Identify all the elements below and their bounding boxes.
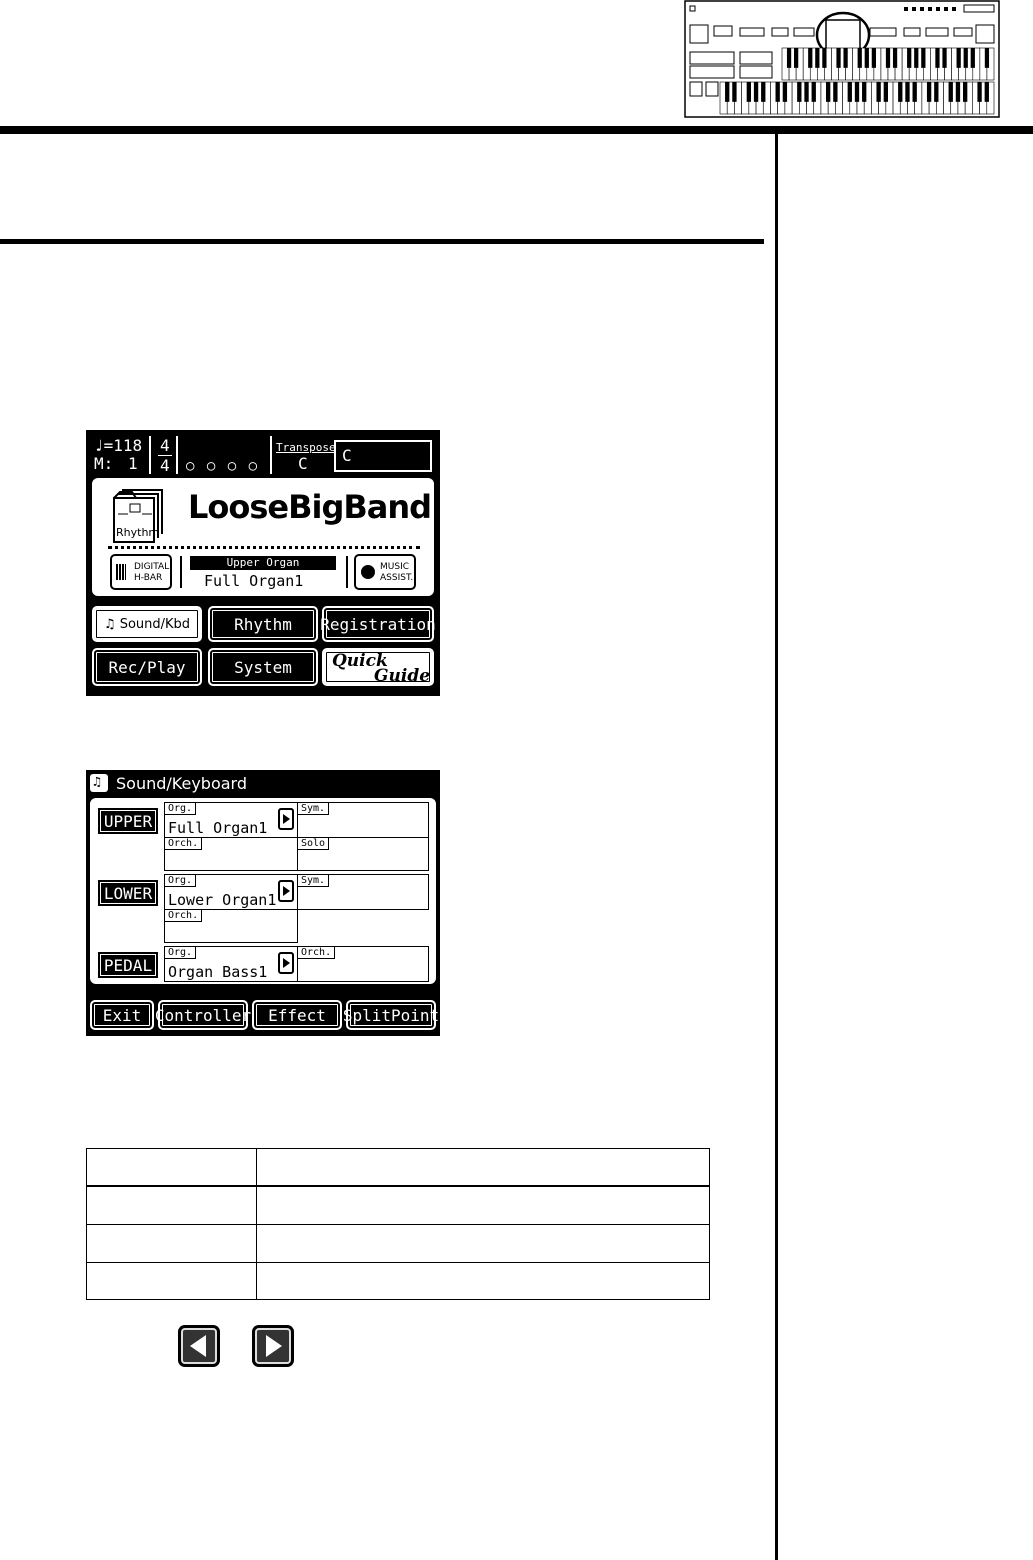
registration-button[interactable]: Registration xyxy=(322,606,434,642)
splitpoint-button[interactable]: SplitPoint xyxy=(346,1000,436,1030)
pedal-org-tag: Org. xyxy=(165,947,196,959)
rec-play-button[interactable]: Rec/Play xyxy=(92,648,202,686)
lower-sym-slot[interactable] xyxy=(297,874,429,910)
rhythm-folder-icon[interactable] xyxy=(108,488,174,540)
tempo-display: ♩=118 xyxy=(94,436,143,455)
quick-guide-line2: Guide xyxy=(374,666,431,686)
table-cell xyxy=(257,1187,709,1224)
table-header-cell xyxy=(87,1149,257,1185)
pedal-org-name: Organ Bass1 xyxy=(168,963,268,981)
upper-sym-slot[interactable] xyxy=(297,802,429,838)
exit-button[interactable]: Exit xyxy=(90,1000,154,1030)
pedal-org-arrow-icon[interactable] xyxy=(278,952,294,974)
transpose-label: Transpose xyxy=(276,441,336,454)
upper-orch-tag: Orch. xyxy=(165,838,202,850)
right-arrow-button-icon[interactable] xyxy=(252,1325,294,1367)
pedal-org-slot[interactable] xyxy=(164,946,298,982)
parts-table xyxy=(86,1148,710,1300)
system-button[interactable]: System xyxy=(208,648,318,686)
lower-org-tag: Org. xyxy=(165,875,196,887)
organ-panel-illustration xyxy=(684,0,1000,118)
rhythm-name: LooseBigBand xyxy=(188,488,432,526)
music-assist-line2: ASSIST. xyxy=(380,573,414,583)
table-row xyxy=(87,1225,709,1263)
left-arrow-button-icon[interactable] xyxy=(178,1325,220,1367)
pedal-orch-slot[interactable] xyxy=(297,946,429,982)
quick-guide-button[interactable] xyxy=(322,648,434,686)
lower-org-slot[interactable] xyxy=(164,874,298,910)
table-cell xyxy=(257,1263,709,1299)
lower-sym-tag: Sym. xyxy=(298,875,329,887)
digital-hbar-button[interactable] xyxy=(110,554,172,590)
rhythm-icon-label: Rhythm xyxy=(116,526,160,539)
upper-solo-slot[interactable] xyxy=(297,837,429,871)
quick-guide-line1: Quick xyxy=(332,651,388,671)
chord-value: C xyxy=(342,446,352,465)
lower-org-name: Lower Organ1 xyxy=(168,891,277,909)
section-rule xyxy=(0,239,764,244)
digital-hbar-line2: H-BAR xyxy=(134,573,163,583)
upper-org-slot[interactable] xyxy=(164,802,298,838)
music-assist-line1: MUSIC xyxy=(380,562,410,572)
table-row xyxy=(87,1187,709,1225)
upper-orch-slot[interactable] xyxy=(164,837,298,871)
lower-part-button[interactable]: LOWER xyxy=(96,878,160,908)
lower-org-arrow-icon[interactable] xyxy=(278,880,294,902)
music-assist-button[interactable] xyxy=(354,554,416,590)
beat-indicator: ○ ○ ○ ○ xyxy=(186,458,260,474)
upper-solo-tag: Solo xyxy=(298,838,329,850)
lower-orch-slot[interactable] xyxy=(164,909,298,943)
pedal-part-button[interactable]: PEDAL xyxy=(96,950,160,980)
upper-part-sound[interactable]: Full Organ1 xyxy=(204,572,304,590)
parts-panel xyxy=(90,798,436,984)
table-cell xyxy=(257,1225,709,1262)
sound-kbd-button[interactable]: ♫ Sound/Kbd xyxy=(92,606,202,642)
table-cell xyxy=(87,1225,257,1262)
time-signature-top: 4 xyxy=(160,436,170,455)
table-cell xyxy=(87,1187,257,1224)
sound-keyboard-screen xyxy=(86,770,440,1036)
upper-org-tag: Org. xyxy=(165,803,196,815)
digital-hbar-line1: DIGITAL xyxy=(134,562,170,572)
upper-org-arrow-icon[interactable] xyxy=(278,808,294,830)
pedal-orch-tag: Orch. xyxy=(298,947,335,959)
effect-button[interactable]: Effect xyxy=(252,1000,342,1030)
measure-label: M: xyxy=(94,454,114,473)
header-rule xyxy=(0,126,1033,134)
sidebar-rule xyxy=(775,134,778,1560)
upper-sym-tag: Sym. xyxy=(298,803,329,815)
main-screen-display xyxy=(86,430,440,696)
table-header-cell xyxy=(257,1149,709,1185)
measure-value: 1 xyxy=(128,454,138,473)
transpose-value: C xyxy=(298,454,308,473)
time-signature-bottom: 4 xyxy=(160,456,170,475)
table-cell xyxy=(87,1263,257,1299)
upper-part-button[interactable]: UPPER xyxy=(96,806,160,836)
rhythm-panel xyxy=(92,478,434,596)
controller-button[interactable]: Controller xyxy=(158,1000,248,1030)
music-assist-icon xyxy=(361,565,375,579)
table-header-row xyxy=(87,1149,709,1187)
upper-org-name: Full Organ1 xyxy=(168,819,268,837)
lower-orch-tag: Orch. xyxy=(165,910,202,922)
drawbar-icon xyxy=(116,564,126,580)
screen-title: Sound/Keyboard xyxy=(116,774,247,793)
chord-display xyxy=(334,440,432,472)
sound-keyboard-icon: ♫ xyxy=(90,774,108,792)
rhythm-button[interactable]: Rhythm xyxy=(208,606,318,642)
upper-part-label: Upper Organ xyxy=(190,556,336,570)
table-row xyxy=(87,1263,709,1299)
